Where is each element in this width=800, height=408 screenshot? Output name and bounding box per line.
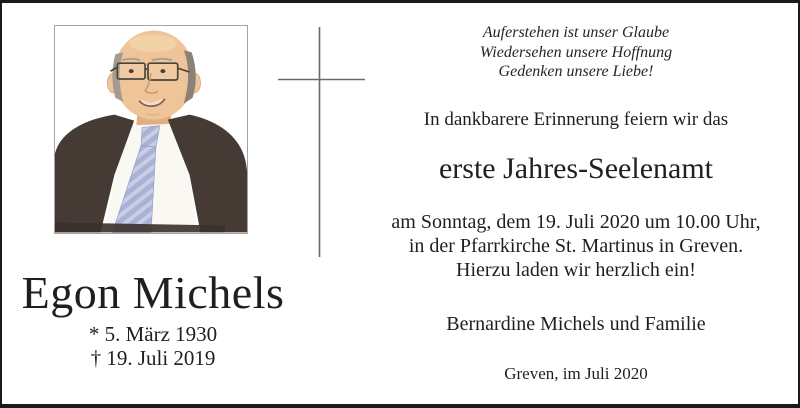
scan-edge-top [0, 0, 800, 3]
birth-date: * 5. März 1930 [88, 322, 218, 346]
event-title: erste Jahres-Seelenamt [438, 152, 714, 185]
event-datetime: am Sonntag, dem 19. Juli 2020 um 10.00 Uhr, [391, 211, 761, 233]
announcement-intro: In dankbarere Erinnerung feiern wir das [423, 109, 729, 130]
event-invitation: Hierzu laden wir herzlich ein! [456, 259, 696, 281]
verse-line: Wiedersehen unsere Hoffnung [479, 43, 673, 61]
verse-line: Gedenken unsere Liebe! [498, 63, 654, 80]
family-signature: Bernardine Michels und Familie [446, 313, 706, 335]
place-and-date: Greven, im Juli 2020 [504, 364, 648, 383]
deceased-name: Egon Michels [21, 267, 285, 318]
life-dates [0, 322, 306, 370]
memorial-verse [352, 23, 800, 82]
death-date: † 19. Juli 2019 [90, 346, 216, 370]
event-location: in der Pfarrkirche St. Martinus in Greven. [408, 235, 744, 257]
portrait-illustration [55, 26, 247, 233]
portrait-torso [55, 115, 247, 233]
scan-edge-bottom [0, 404, 800, 408]
portrait-photo [54, 25, 248, 234]
event-details [352, 210, 800, 282]
verse-line: Auferstehen ist unser Glaube [482, 24, 670, 41]
